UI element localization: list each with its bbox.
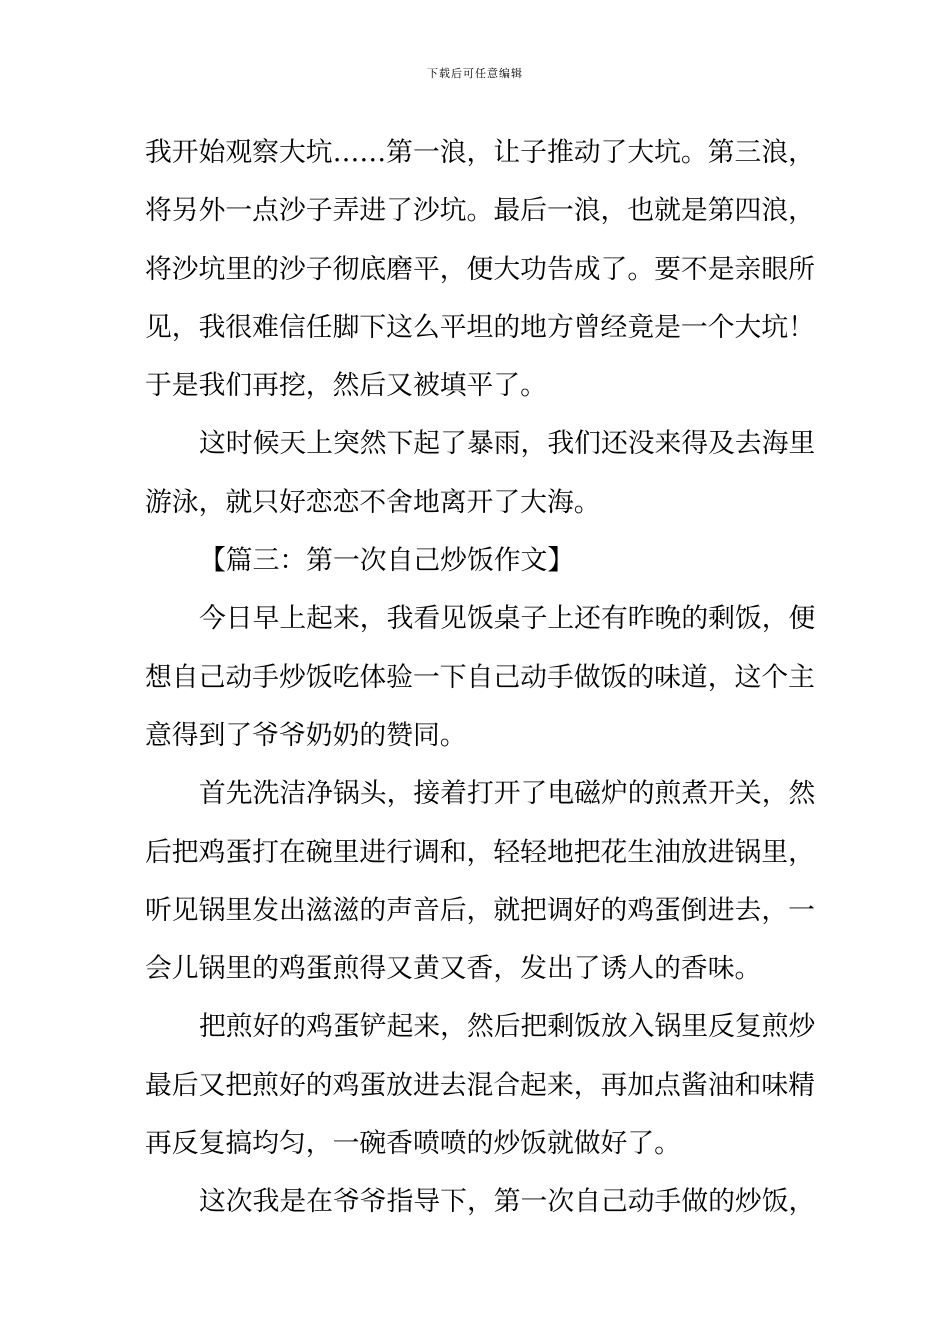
text-line: 最后又把煎好的鸡蛋放进去混合起来，再加点酱油和味精: [145, 1069, 815, 1101]
paragraph-first-line: 首先洗洁净锅头，接着打开了电磁炉的煎煮开关，然: [199, 778, 816, 810]
text-line: 再反复搞均匀，一碗香喷喷的炒饭就做好了。: [145, 1128, 681, 1160]
document-body: [145, 124, 816, 1232]
text-line: 听见锅里发出滋滋的声音后，就把调好的鸡蛋倒进去，一: [145, 894, 815, 926]
text-line: 见，我很难信任脚下这么平坦的地方曾经竟是一个大坑！: [145, 311, 815, 343]
text-line: 想自己动手炒饭吃体验一下自己动手做饭的味道，这个主: [145, 661, 815, 693]
paragraph-first-line: 今日早上起来，我看见饭桌子上还有昨晚的剩饭，便: [199, 603, 816, 635]
text-line: 将沙坑里的沙子彻底磨平，便大功告成了。要不是亲眼所: [145, 253, 815, 285]
paragraph-first-line: 这时候天上突然下起了暴雨，我们还没来得及去海里: [199, 428, 816, 460]
section-heading: 【篇三：第一次自己炒饭作文】: [199, 545, 575, 577]
text-line: 后把鸡蛋打在碗里进行调和，轻轻地把花生油放进锅里，: [145, 836, 815, 868]
page-header: 下载后可任意编辑: [427, 67, 523, 80]
text-line: 我开始观察大坑……第一浪，让子推动了大坑。第三浪，: [145, 137, 815, 168]
text-line: 意得到了爷爷奶奶的赞同。: [145, 719, 467, 751]
text-line: 游泳，就只好恋恋不舍地离开了大海。: [145, 486, 601, 518]
paragraph-first-line: 这次我是在爷爷指导下，第一次自己动手做的炒饭，: [199, 1186, 816, 1218]
paragraph-first-line: 把煎好的鸡蛋铲起来，然后把剩饭放入锅里反复煎炒: [199, 1011, 816, 1043]
text-line: 会儿锅里的鸡蛋煎得又黄又香，发出了诱人的香味。: [145, 953, 762, 985]
text-line: 于是我们再挖，然后又被填平了。: [145, 370, 547, 402]
text-line: 将另外一点沙子弄进了沙坑。最后一浪，也就是第四浪，: [145, 195, 815, 227]
